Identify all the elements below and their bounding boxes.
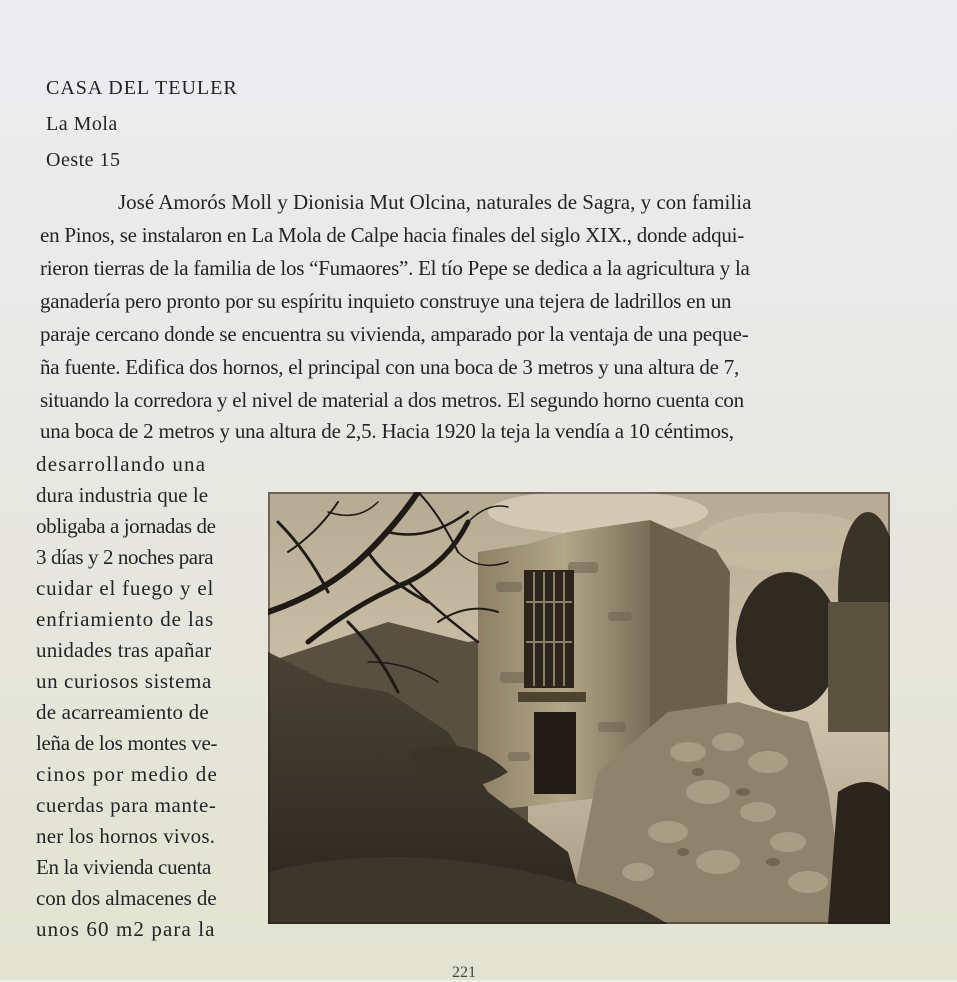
body-line: ña fuente. Edifica dos hornos, el principal con una boca de 3 metros y una altura de 7, bbox=[40, 355, 740, 379]
body-line: paraje cercano donde se encuentra su vivienda, amparado por la ventaja de una peque- bbox=[40, 322, 749, 346]
column-line: En la vivienda cuenta bbox=[36, 855, 212, 879]
body-line: situando la corredora y el nivel de material a dos metros. El segundo horno cuenta con bbox=[40, 388, 744, 412]
column-line: cuerdas para mante- bbox=[36, 793, 217, 817]
entry-title: CASA DEL TEULER bbox=[46, 77, 238, 99]
entry-location: La Mola bbox=[46, 113, 118, 135]
entry-code: Oeste 15 bbox=[46, 149, 121, 171]
column-line: unos 60 m2 para la bbox=[36, 917, 216, 941]
column-line: de acarreamiento de bbox=[36, 700, 209, 724]
page-number: 221 bbox=[452, 964, 476, 981]
column-line: ner los hornos vivos. bbox=[36, 824, 216, 848]
ruined-house-photo bbox=[268, 492, 890, 924]
column-line: desarrollando una bbox=[36, 452, 207, 476]
column-line: cuidar el fuego y el bbox=[36, 576, 215, 600]
body-line: ganadería pero pronto por su espíritu inquieto construye una tejera de ladrillos en un bbox=[40, 289, 732, 313]
column-line: leña de los montes ve- bbox=[36, 731, 218, 755]
column-line: enfriamiento de las bbox=[36, 607, 215, 631]
column-line: obligaba a jornadas de bbox=[36, 514, 216, 538]
body-line: rieron tierras de la familia de los “Fumaores”. El tío Pepe se dedica a la agricultura y la bbox=[40, 256, 750, 280]
body-line: en Pinos, se instalaron en La Mola de Calpe hacia finales del siglo XIX., donde adqui- bbox=[40, 223, 744, 247]
column-line: con dos almacenes de bbox=[36, 886, 217, 910]
column-line: unidades tras apañar bbox=[36, 638, 212, 662]
column-line: dura industria que le bbox=[36, 483, 209, 507]
column-line: un curiosos sistema bbox=[36, 669, 212, 693]
body-line: José Amorós Moll y Dionisia Mut Olcina, naturales de Sagra, y con familia bbox=[118, 190, 752, 214]
body-line: una boca de 2 metros y una altura de 2,5. Hacia 1920 la teja la vendía a 10 céntimos, bbox=[40, 419, 734, 443]
column-line: cinos por medio de bbox=[36, 762, 218, 786]
column-line: 3 días y 2 noches para bbox=[36, 545, 214, 569]
entry-header bbox=[46, 78, 238, 186]
